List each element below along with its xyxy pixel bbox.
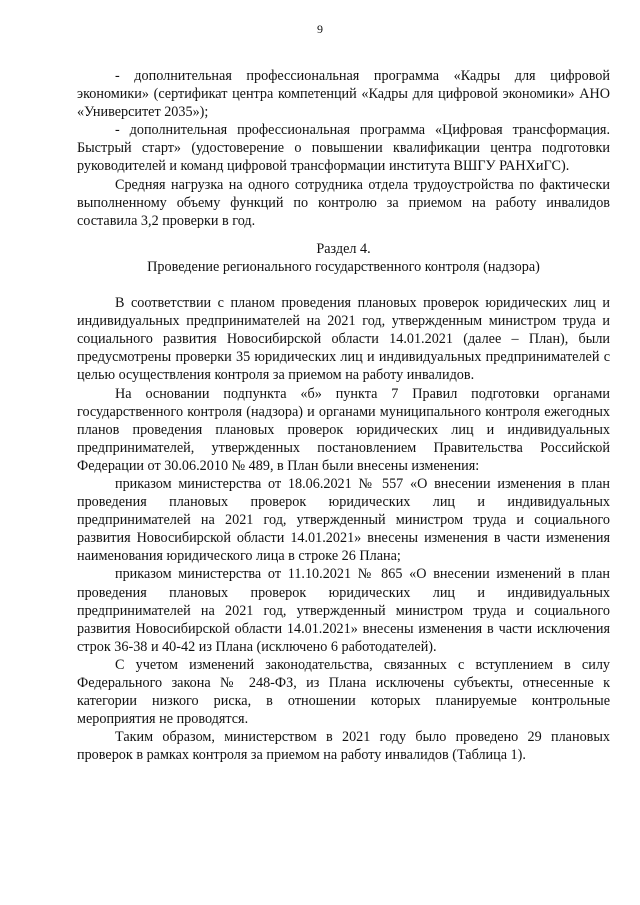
paragraph-workload: Средняя нагрузка на одного сотрудника отдела трудоустройства по фактически выполненному объему функций по контролю за приемом на работу инвалидов составила 3,2 проверки в год. xyxy=(77,176,610,229)
document-body xyxy=(77,67,610,764)
page-number: 9 xyxy=(317,22,323,36)
paragraph-program-2: - дополнительная профессиональная программа «Цифровая трансформация. Быстрый старт» (удостоверение о повышении квалификации центра подготовки руководителей и команд цифровой трансформации института ВШГУ РАНХиГС). xyxy=(77,122,610,175)
paragraph-order-865: приказом министерства от 11.10.2021 № 865 «О внесении изменений в план проведения плановых проверок юридических лиц и индивидуальных предпринимателей на 2021 год, утвержденный министром труда и социального развития Новосибирской области 14.01.2021» внесены изменения в части исключения строк 36-38 и 40-42 из Плана (исключено 6 работодателей). xyxy=(77,566,610,655)
paragraph-summary: Таким образом, министерством в 2021 году было проведено 29 плановых проверок в рамках контроля за приемом на работу инвалидов (Таблица 1). xyxy=(77,729,610,764)
paragraph-law-changes: С учетом изменений законодательства, связанных с вступлением в силу Федерального закона № 248-ФЗ, из Плана исключены субъекты, отнесенные к категории низкого риска, в отношении которых планируемые контрольные мероприятия не проводятся. xyxy=(77,656,610,728)
paragraph-plan: В соответствии с планом проведения плановых проверок юридических лиц и индивидуальных предпринимателей на 2021 год, утвержденным министром труда и социального развития Новосибирской области 14.01.2021 (далее – План), были предусмотрены проверки 35 юридических лиц и индивидуальных предпринимателей с целью осуществления контроля за приемом на работу инвалидов. xyxy=(77,295,610,384)
section-heading: Раздел 4. xyxy=(316,240,371,257)
paragraph-order-557: приказом министерства от 18.06.2021 № 557 «О внесении изменения в план проведения плановых проверок юридических лиц и индивидуальных предпринимателей на 2021 год, утвержденный министром труда и социального развития Новосибирской области 14.01.2021» внесены изменения в части изменения наименования юридического лица в строке 26 Плана; xyxy=(77,475,610,565)
paragraph-basis: На основании подпункта «б» пункта 7 Правил подготовки органами государственного контроля (надзора) и органами муниципального контроля ежегодных планов проведения плановых проверок юридических лиц и индивидуальных предпринимателей, утвержденных постановлением Правительства Российской Федерации от 30.06.2010 № 489, в План были внесены изменения: xyxy=(77,385,610,474)
section-title: Проведение регионального государственного контроля (надзора) xyxy=(147,258,540,275)
paragraph-program-1: - дополнительная профессиональная программа «Кадры для цифровой экономики» (сертификат центра компетенций «Кадры для цифровой экономики» АНО «Университет 2035»); xyxy=(77,68,610,121)
